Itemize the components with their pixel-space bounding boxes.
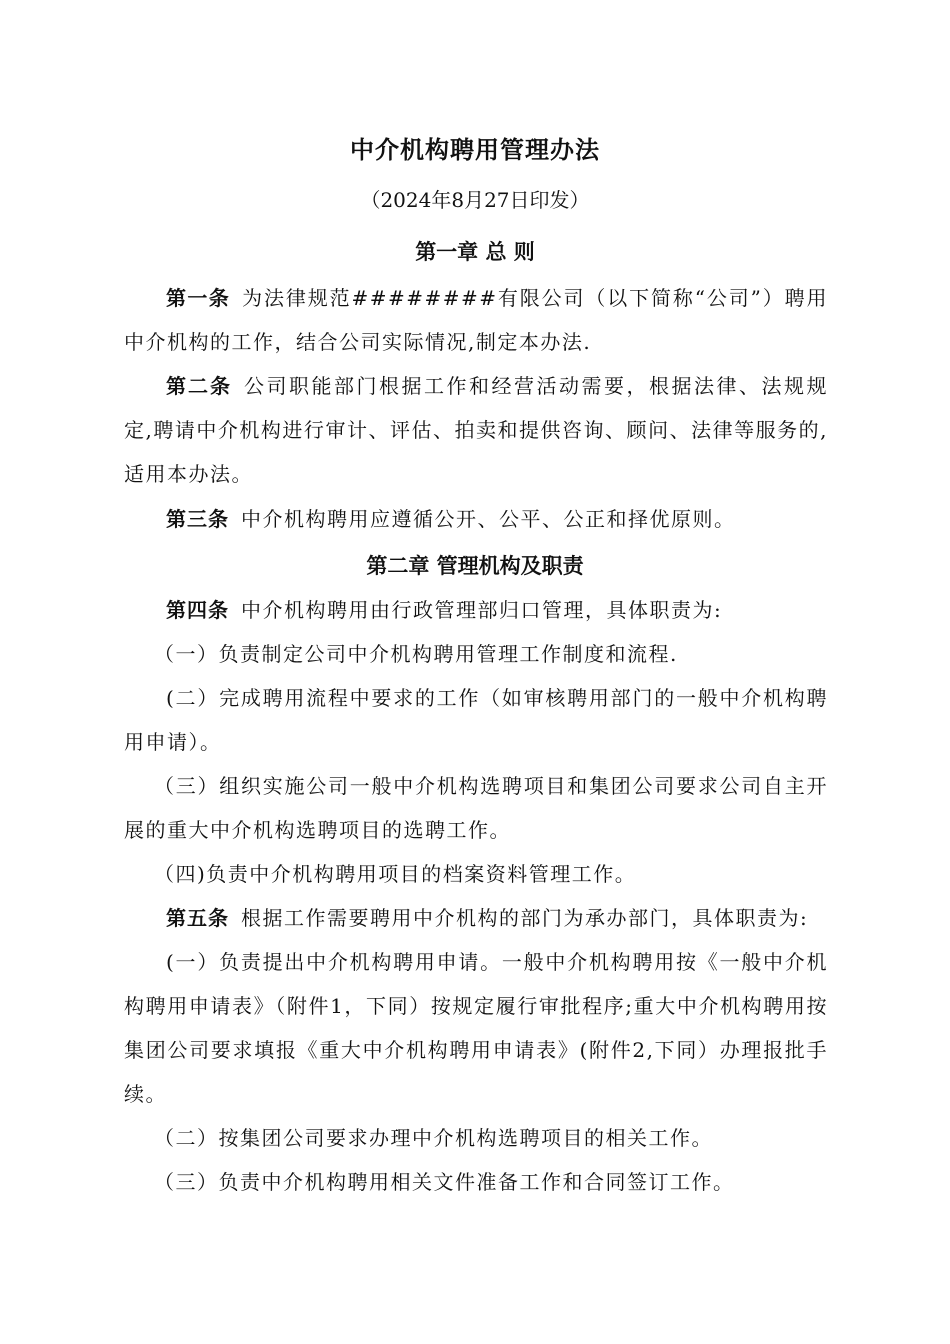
article-4 xyxy=(124,588,828,632)
article-label: 第二条 xyxy=(166,374,232,398)
article-4-item-3: （三）组织实施公司一般中介机构选聘项目和集团公司要求公司自主开展的重大中介机构选聘项目的选聘工作。 xyxy=(124,774,828,842)
article-text: 为法律规范########有限公司（以下简称“公司”）聘用中介机构的工作，结合公司实际情况,制定本办法. xyxy=(124,286,828,354)
article-4-item-2-text: (二）完成聘用流程中要求的工作（如审核聘用部门的一般中介机构聘用申请）。 xyxy=(124,686,828,754)
article-label: 第三条 xyxy=(166,507,229,531)
article-text: 中介机构聘用由行政管理部归口管理，具体职责为: xyxy=(241,598,723,622)
article-4-item-4: （四)负责中介机构聘用项目的档案资料管理工作。 xyxy=(154,862,637,886)
article-text: 根据工作需要聘用中介机构的部门为承办部门，具体职责为: xyxy=(241,906,809,930)
article-label: 第五条 xyxy=(166,906,229,930)
article-2 xyxy=(124,364,828,496)
article-3 xyxy=(124,497,828,541)
issue-date: （2024年8月27日印发） xyxy=(360,188,590,212)
article-5 xyxy=(124,896,828,940)
article-label: 第一条 xyxy=(166,286,231,310)
article-1 xyxy=(124,276,828,364)
article-label: 第四条 xyxy=(166,598,229,622)
article-5-item-3: （三）负责中介机构聘用相关文件准备工作和合同签订工作。 xyxy=(154,1170,735,1194)
chapter-heading-1: 第一章 总 则 xyxy=(415,240,535,264)
document-title: 中介机构聘用管理办法 xyxy=(350,135,600,164)
article-4-item-1: （一）负责制定公司中介机构聘用管理工作制度和流程. xyxy=(154,642,678,666)
article-5-item-1: (一）负责提出中介机构聘用申请。一般中介机构聘用按《一般中介机构聘用申请表》（附件1，下同）按规定履行审批程序;重大中介机构聘用按集团公司要求填报《重大中介机构聘用申请表》(附件2,下同）办理报批手续。 xyxy=(124,950,828,1106)
chapter-heading-2: 第二章 管理机构及职责 xyxy=(366,554,584,578)
article-4-item-2 xyxy=(124,676,828,764)
article-text: 公司职能部门根据工作和经营活动需要，根据法律、法规规定,聘请中介机构进行审计、评估、拍卖和提供咨询、顾问、法律等服务的,适用本办法。 xyxy=(124,374,828,486)
article-text: 中介机构聘用应遵循公开、公平、公正和择优原则。 xyxy=(241,507,736,531)
article-5-item-2: （二）按集团公司要求办理中介机构选聘项目的相关工作。 xyxy=(154,1126,713,1150)
